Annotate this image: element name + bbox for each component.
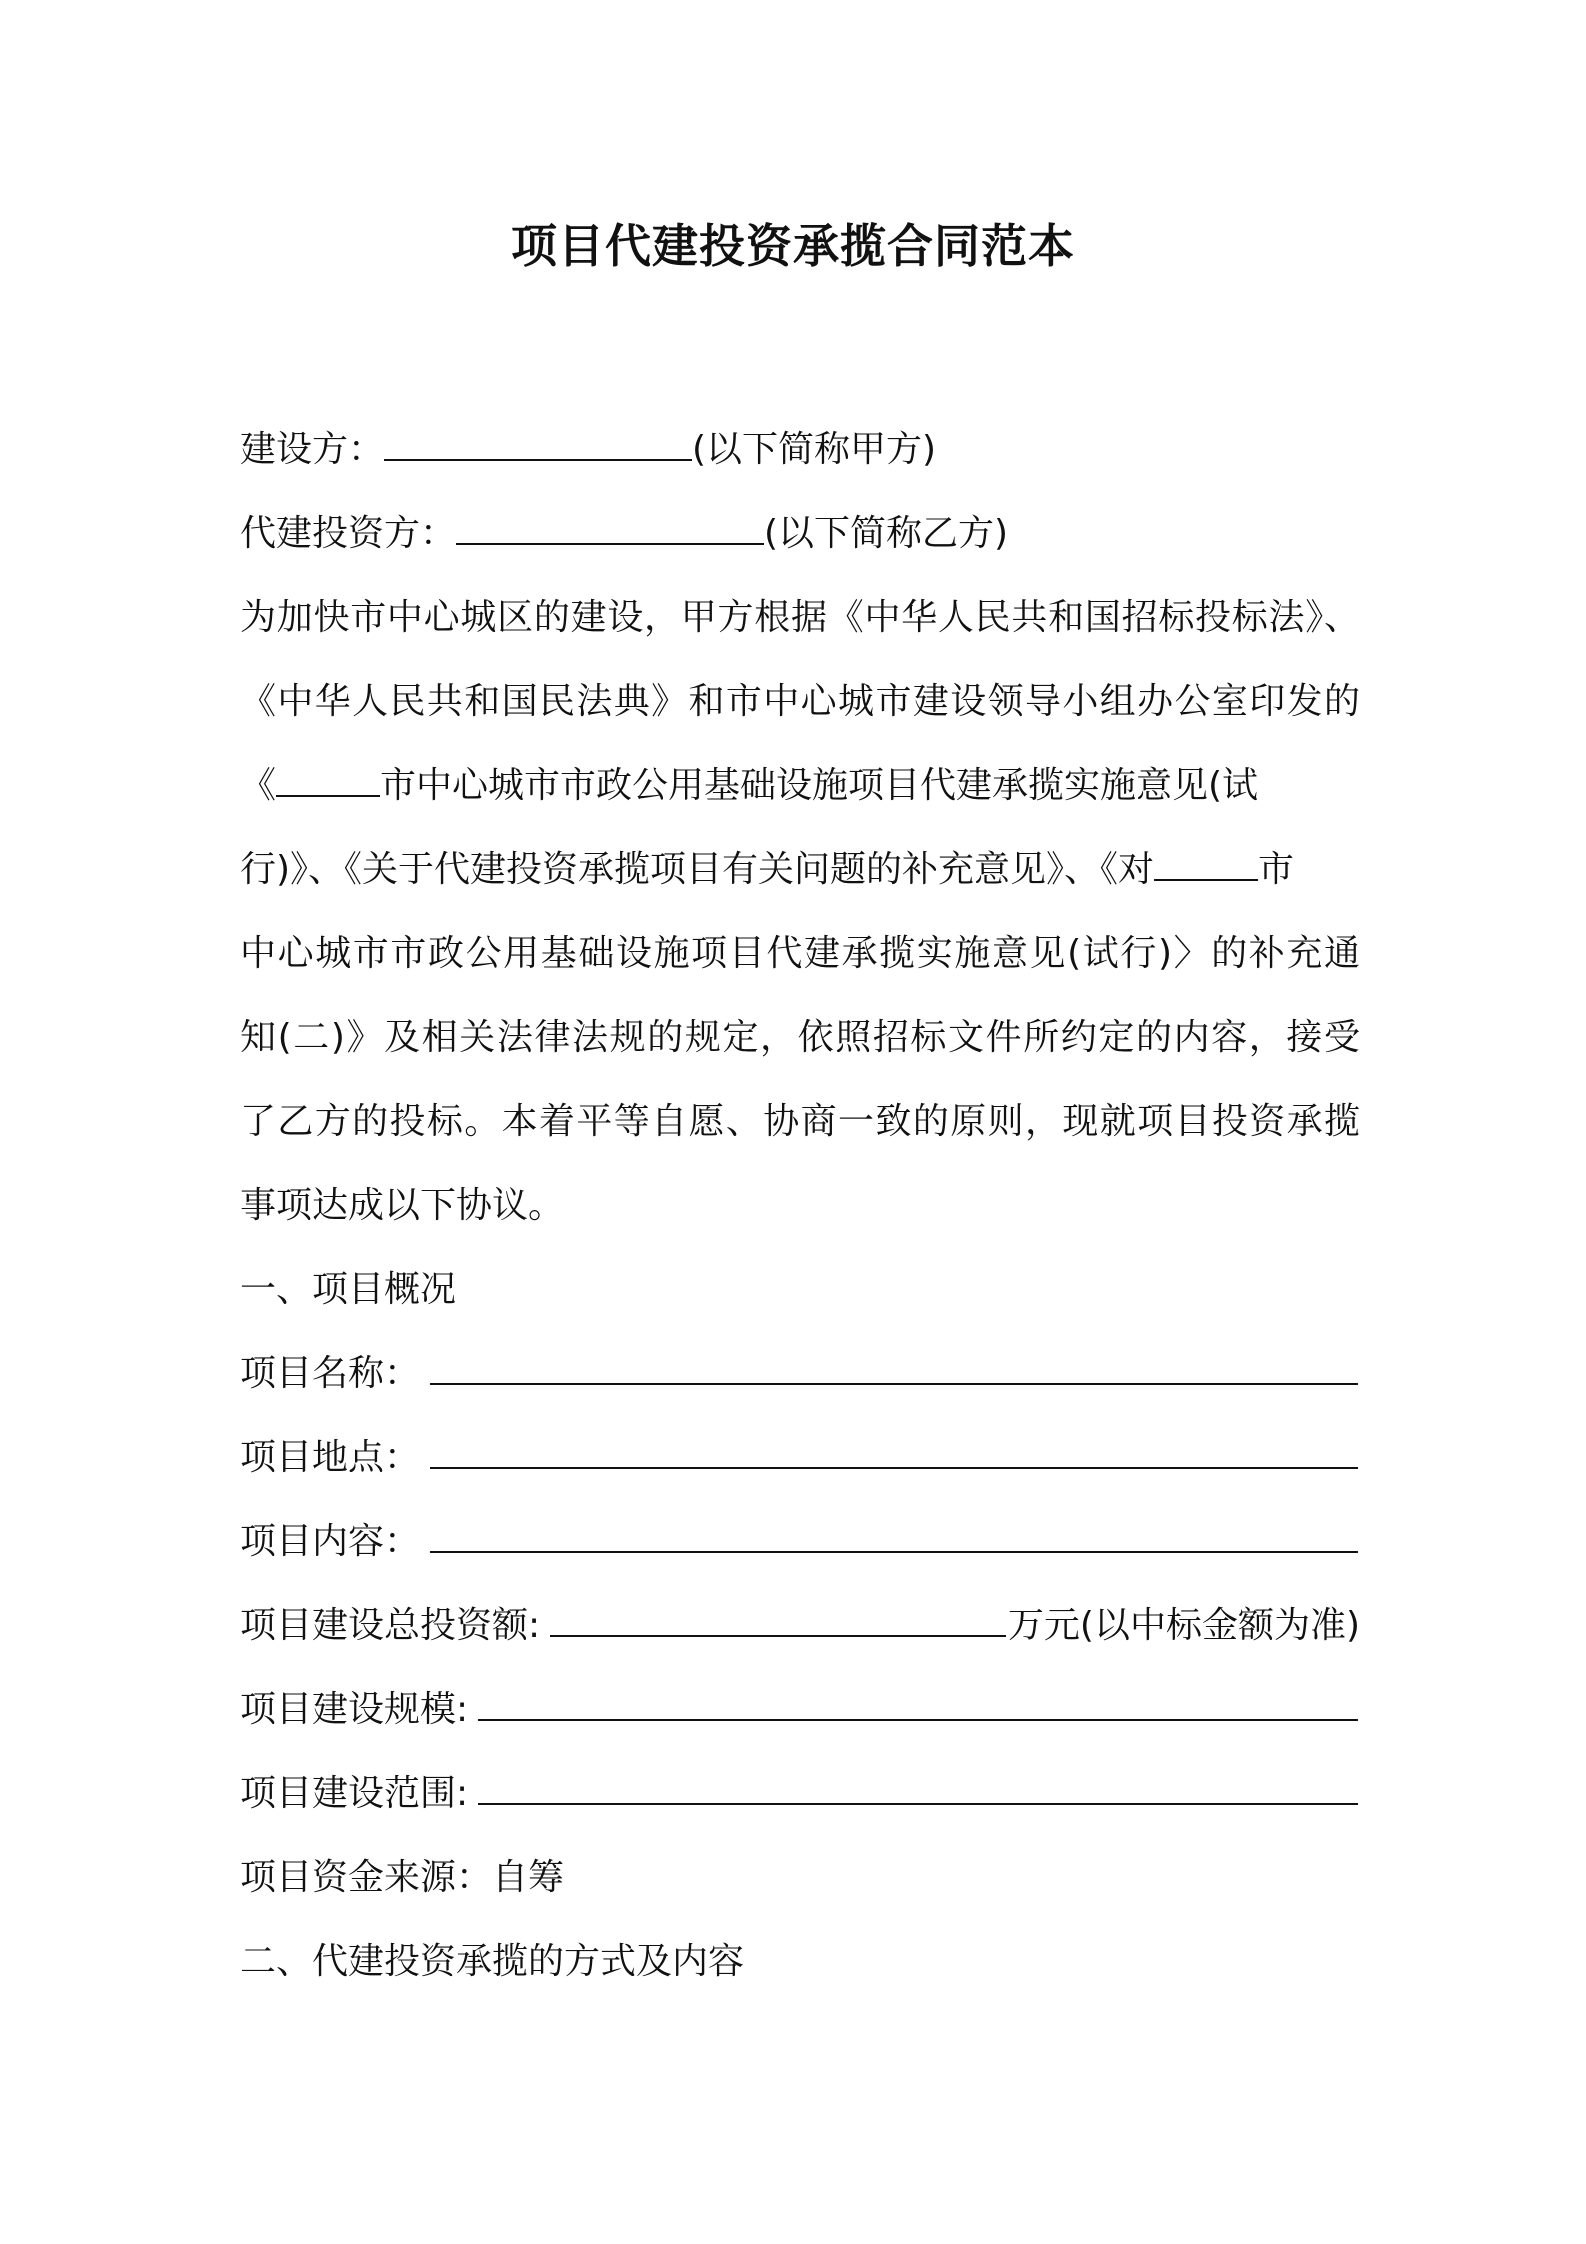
preamble-line-4-suffix: 市 — [1258, 849, 1295, 890]
party-b-label: 代建投资方： — [240, 513, 457, 554]
project-investment-blank[interactable] — [550, 1589, 1006, 1637]
party-a-blank[interactable] — [384, 413, 692, 461]
preamble-line-3-rest: 市中心城市市政公用基础设施项目代建承揽实施意见(试 — [380, 765, 1259, 806]
project-funding-line — [240, 1836, 1360, 1920]
preamble-line-4-prefix: 行)》、《关于代建投资承揽项目有关问题的补充意见》、《对 — [240, 849, 1155, 890]
party-b-blank[interactable] — [456, 497, 764, 545]
project-content-label: 项目内容： — [240, 1521, 421, 1562]
party-b-line — [240, 492, 1360, 576]
preamble-line-3 — [240, 744, 1360, 828]
project-scale-blank[interactable] — [478, 1673, 1358, 1721]
city-blank-1[interactable] — [276, 749, 380, 797]
project-investment-suffix: 万元(以中标金额为准) — [1007, 1605, 1360, 1646]
party-b-suffix: (以下简称乙方) — [764, 513, 1009, 554]
document-body — [240, 408, 1360, 2004]
project-location-field — [240, 1416, 1360, 1500]
project-investment-label: 项目建设总投资额: — [240, 1605, 541, 1646]
preamble-line-1: 为加快市中心城区的建设，甲方根据《中华人民共和国招标投标法》、 — [240, 597, 1360, 638]
party-a-line — [240, 408, 1360, 492]
preamble-line-4 — [240, 828, 1360, 912]
project-funding-value: 自筹 — [492, 1857, 565, 1898]
preamble-line-7: 了乙方的投标。本着平等自愿、协商一致的原则，现就项目投资承揽 — [240, 1101, 1360, 1142]
project-location-label: 项目地点： — [240, 1437, 421, 1478]
project-funding-label: 项目资金来源： — [240, 1857, 493, 1898]
project-scale-field — [240, 1668, 1360, 1752]
project-scope-field — [240, 1752, 1360, 1836]
section-2-heading: 二、代建投资承揽的方式及内容 — [240, 1941, 745, 1982]
preamble-line-8: 事项达成以下协议。 — [240, 1185, 565, 1226]
project-location-blank[interactable] — [430, 1421, 1358, 1469]
project-content-blank[interactable] — [430, 1505, 1358, 1553]
preamble-paragraph — [240, 576, 1360, 1248]
city-blank-2[interactable] — [1154, 833, 1258, 881]
preamble-line-3-prefix: 《 — [240, 765, 277, 806]
project-name-blank[interactable] — [430, 1337, 1358, 1385]
document-title: 项目代建投资承揽合同范本 — [511, 219, 1075, 273]
party-a-suffix: (以下简称甲方) — [692, 429, 937, 470]
preamble-line-6: 知(二)》及相关法律法规的规定，依照招标文件所约定的内容，接受 — [240, 1017, 1360, 1058]
project-scope-blank[interactable] — [478, 1757, 1358, 1805]
preamble-line-5: 中心城市市政公用基础设施项目代建承揽实施意见(试行)〉的补充通 — [240, 933, 1360, 974]
project-content-field — [240, 1500, 1360, 1584]
project-scale-label: 项目建设规模: — [240, 1689, 469, 1730]
preamble-line-2: 《中华人民共和国民法典》和市中心城市建设领导小组办公室印发的 — [240, 681, 1360, 722]
project-name-field — [240, 1332, 1360, 1416]
section-1-heading: 一、项目概况 — [240, 1269, 457, 1310]
party-a-label: 建设方： — [240, 429, 385, 470]
project-scope-label: 项目建设范围: — [240, 1773, 469, 1814]
project-investment-field — [240, 1584, 1360, 1668]
project-name-label: 项目名称： — [240, 1353, 421, 1394]
